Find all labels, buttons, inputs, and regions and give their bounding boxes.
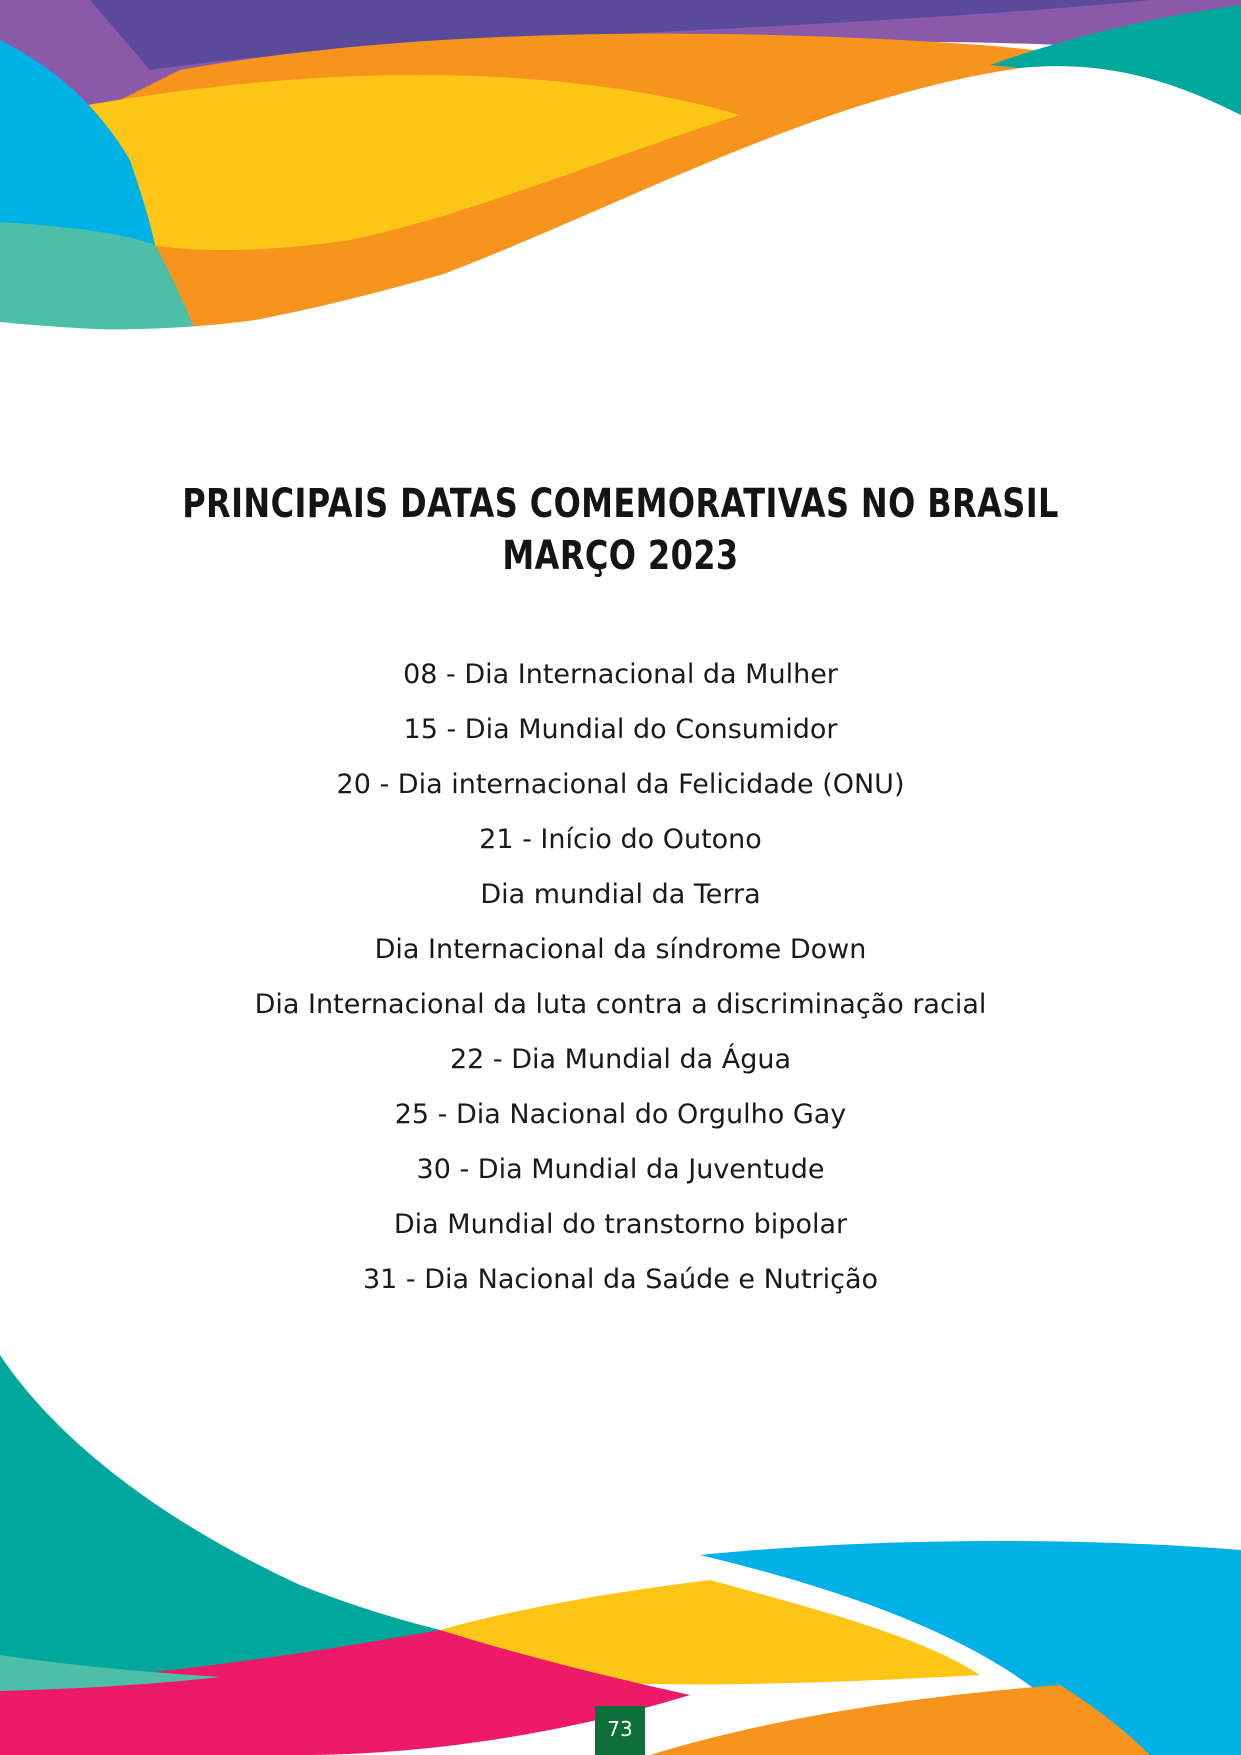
- list-item: 22 - Dia Mundial da Água: [449, 1044, 791, 1075]
- list-item: Dia Internacional da luta contra a discriminação racial: [254, 989, 987, 1020]
- list-item: Dia Mundial do transtorno bipolar: [393, 1209, 848, 1240]
- page-title: [124, 478, 1117, 582]
- title-line-2: MARÇO 2023: [502, 533, 739, 579]
- list-item: 20 - Dia internacional da Felicidade (ONU): [336, 769, 905, 800]
- list-item: 31 - Dia Nacional da Saúde e Nutrição: [362, 1264, 879, 1295]
- top-wave-decoration: [0, 0, 1241, 340]
- list-item: Dia Internacional da síndrome Down: [374, 934, 867, 965]
- list-item: 30 - Dia Mundial da Juventude: [416, 1154, 825, 1185]
- teal-band: [0, 1355, 440, 1685]
- list-item: Dia mundial da Terra: [480, 879, 761, 910]
- bottom-wave-decoration: [0, 1355, 1241, 1755]
- list-item: 21 - Início do Outono: [479, 824, 762, 855]
- list-item: 25 - Dia Nacional do Orgulho Gay: [394, 1099, 847, 1130]
- commemorative-dates-list: [0, 651, 1241, 1311]
- list-item: 15 - Dia Mundial do Consumidor: [403, 714, 838, 745]
- orange-band: [650, 1685, 1150, 1755]
- title-line-1: PRINCIPAIS DATAS COMEMORATIVAS NO BRASIL: [182, 481, 1059, 527]
- list-item: 08 - Dia Internacional da Mulher: [403, 659, 838, 690]
- page-number: 73: [595, 1706, 645, 1755]
